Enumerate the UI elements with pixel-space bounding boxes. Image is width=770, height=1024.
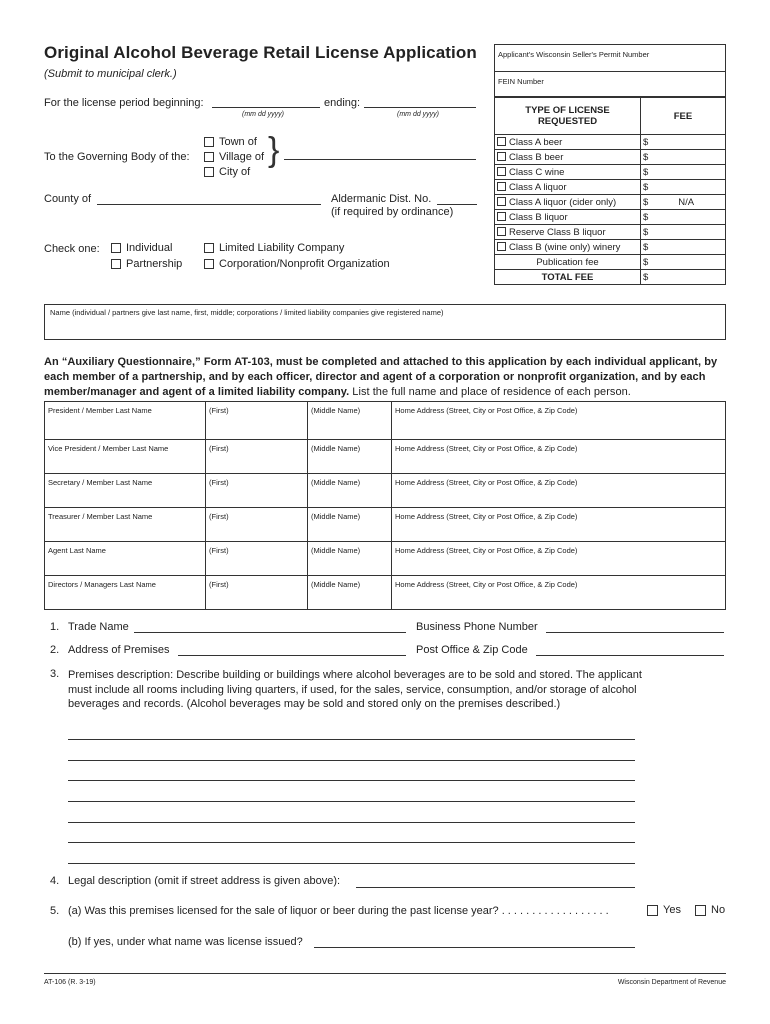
officer-middle-cell[interactable] [308, 576, 392, 610]
city-option[interactable] [204, 166, 250, 178]
corporation-label: Corporation/Nonprofit Organization [219, 258, 390, 270]
officer-row-label: Vice President / Member Last Name [48, 444, 169, 453]
city-label: City of [219, 166, 251, 178]
officer-last-name-cell[interactable] [45, 402, 206, 440]
premises-description-line[interactable] [68, 801, 635, 802]
form-number: AT-106 (R. 3-19) [44, 979, 96, 986]
fee-field[interactable]: $ [643, 226, 649, 238]
license-row[interactable] [495, 225, 726, 240]
first-label: (First) [209, 512, 229, 521]
individual-option[interactable] [111, 242, 172, 254]
ending-date-hint: (mm dd yyyy) [397, 111, 439, 118]
officer-address-cell[interactable] [392, 402, 726, 440]
license-label: Reserve Class B liquor [509, 226, 606, 238]
first-label: (First) [209, 580, 229, 589]
sellers-permit-label: Applicant's Wisconsin Seller's Permit Number [498, 50, 650, 59]
license-label: Class A liquor [509, 181, 567, 193]
governing-body-label: To the Governing Body of the: [44, 151, 190, 163]
officer-middle-cell[interactable] [308, 542, 392, 576]
fee-field[interactable]: $ [643, 151, 649, 163]
applicant-name-box[interactable] [44, 304, 726, 340]
license-row[interactable] [495, 135, 726, 150]
fee-field[interactable]: $ [643, 136, 649, 148]
village-checkbox[interactable] [204, 152, 214, 162]
publication-fee-field[interactable]: $ [643, 256, 649, 268]
premises-description-line[interactable] [68, 863, 635, 864]
officer-middle-cell[interactable] [308, 402, 392, 440]
fein-label: FEIN Number [498, 77, 544, 86]
license-checkbox[interactable] [497, 152, 506, 161]
no-option[interactable] [695, 904, 725, 916]
license-label: Class A beer [509, 136, 563, 148]
partnership-option[interactable] [111, 258, 182, 270]
applicant-name-label: Name (individual / partners give last name, first, middle; corporations / limited liability companies give registered name) [50, 308, 444, 317]
no-checkbox[interactable] [695, 905, 706, 916]
municipality-field[interactable] [284, 159, 476, 160]
middle-label: (Middle Name) [311, 478, 361, 487]
trade-name-field[interactable] [134, 632, 406, 633]
corporation-checkbox[interactable] [204, 259, 214, 269]
fee-field[interactable]: $ [643, 181, 649, 193]
premises-address-field[interactable] [178, 655, 406, 656]
llc-label: Limited Liability Company [219, 242, 345, 254]
middle-label: (Middle Name) [311, 444, 361, 453]
license-row[interactable] [495, 210, 726, 225]
license-name-field[interactable] [314, 947, 635, 948]
fee-field: $ [643, 196, 649, 208]
license-label: Class A liquor (cider only) [509, 196, 617, 208]
legal-description-label: Legal description (omit if street address is given above): [68, 875, 341, 887]
auxiliary-normal-text: List the full name and place of residence of each person. [352, 386, 631, 398]
yes-label: Yes [663, 904, 681, 916]
q3-number: 3. [50, 668, 60, 680]
total-fee-row [495, 270, 726, 285]
post-office-label: Post Office & Zip Code [416, 644, 528, 656]
middle-label: (Middle Name) [311, 512, 361, 521]
officer-first-cell[interactable] [206, 576, 308, 610]
address-label: Home Address (Street, City or Post Office, & Zip Code) [395, 478, 578, 487]
license-type-header: TYPE OF LICENSE REQUESTED [495, 98, 641, 135]
period-beginning-field[interactable] [212, 107, 320, 108]
license-type-table [494, 97, 726, 285]
first-label: (First) [209, 478, 229, 487]
officer-last-name-cell[interactable] [45, 576, 206, 610]
corporation-option[interactable] [204, 258, 390, 270]
officer-first-cell[interactable] [206, 474, 308, 508]
officer-first-cell[interactable] [206, 402, 308, 440]
fee-header: FEE [641, 98, 726, 135]
address-label: Home Address (Street, City or Post Office, & Zip Code) [395, 580, 578, 589]
partnership-label: Partnership [126, 258, 183, 270]
check-one-label: Check one: [44, 243, 100, 255]
officer-row-label: Agent Last Name [48, 546, 106, 555]
license-row[interactable] [495, 195, 726, 210]
license-checkbox[interactable] [497, 197, 506, 206]
address-label: Home Address (Street, City or Post Office, & Zip Code) [395, 406, 578, 415]
first-label: (First) [209, 444, 229, 453]
aldermanic-field[interactable] [437, 204, 477, 205]
license-checkbox[interactable] [497, 212, 506, 221]
premises-description-line[interactable] [68, 842, 635, 843]
county-field[interactable] [97, 204, 321, 205]
aldermanic-note: (if required by ordinance) [331, 206, 454, 218]
officer-address-cell[interactable] [392, 474, 726, 508]
publication-fee-label: Publication fee [536, 256, 599, 268]
sellers-permit-box[interactable] [494, 44, 726, 97]
llc-checkbox[interactable] [204, 243, 214, 253]
license-row[interactable] [495, 150, 726, 165]
officer-row [45, 542, 726, 576]
county-label: County of [44, 193, 92, 205]
period-beginning-label: For the license period beginning: [44, 97, 204, 109]
q1-number: 1. [50, 621, 60, 633]
license-label: Class B liquor [509, 211, 568, 223]
officer-row [45, 402, 726, 440]
license-checkbox[interactable] [497, 137, 506, 146]
no-label: No [711, 904, 726, 916]
village-label: Village of [219, 151, 265, 163]
premises-description-line[interactable] [68, 739, 635, 740]
footer-divider [44, 973, 726, 974]
post-office-field[interactable] [536, 655, 724, 656]
form-subtitle: (Submit to municipal clerk.) [44, 68, 177, 80]
license-row[interactable] [495, 165, 726, 180]
premises-address-label: Address of Premises [68, 644, 170, 656]
officer-last-name-cell[interactable] [45, 440, 206, 474]
q4-number: 4. [50, 875, 60, 887]
premises-description-text: Premises description: Describe building or buildings where alcohol beverages are to be sold and stored. The applicant must include all rooms including living quarters, if used, for the sales, service, consumption, and/or storage of alcohol beverages and records. (Alcohol beverages may be sold and stored only on the premises described.) [68, 669, 642, 710]
auxiliary-bold-text: An “Auxiliary Questionnaire,” Form AT-103, must be completed and attached to this application by each individual applicant, by each member of a partnership, and by each officer, director and agent of a corporation or nonprofit organization, and by each member/manager and agent of a limited liability company. [44, 356, 718, 398]
middle-label: (Middle Name) [311, 406, 361, 415]
officer-row [45, 508, 726, 542]
legal-description-field[interactable] [356, 887, 635, 888]
premises-description-line[interactable] [68, 760, 635, 761]
license-checkbox[interactable] [497, 182, 506, 191]
officer-row [45, 440, 726, 474]
auxiliary-paragraph [44, 355, 728, 400]
yes-checkbox[interactable] [647, 905, 658, 916]
middle-label: (Middle Name) [311, 546, 361, 555]
address-label: Home Address (Street, City or Post Office, & Zip Code) [395, 546, 578, 555]
premises-description-line[interactable] [68, 780, 635, 781]
officer-first-cell[interactable] [206, 440, 308, 474]
village-option[interactable] [204, 151, 264, 163]
fee-field[interactable]: $ [643, 211, 649, 223]
town-label: Town of [219, 136, 257, 148]
officer-row [45, 474, 726, 508]
aldermanic-label: Aldermanic Dist. No. [331, 193, 432, 205]
beginning-date-hint: (mm dd yyyy) [242, 111, 284, 118]
period-ending-label: ending: [324, 97, 361, 109]
license-checkbox[interactable] [497, 227, 506, 236]
officer-middle-cell[interactable] [308, 508, 392, 542]
license-label: Class C wine [509, 166, 565, 178]
q5-number: 5. [50, 905, 60, 917]
first-label: (First) [209, 546, 229, 555]
trade-name-label: Trade Name [68, 621, 129, 633]
officer-last-name-cell[interactable] [45, 508, 206, 542]
officer-row-label: Treasurer / Member Last Name [48, 512, 153, 521]
form-title: Original Alcohol Beverage Retail License Application [44, 43, 477, 62]
officer-first-cell[interactable] [206, 508, 308, 542]
city-checkbox[interactable] [204, 167, 214, 177]
license-name-label: (b) If yes, under what name was license issued? [68, 936, 303, 948]
officer-last-name-cell[interactable] [45, 474, 206, 508]
officer-row [45, 576, 726, 610]
officer-middle-cell[interactable] [308, 474, 392, 508]
premises-description-line[interactable] [68, 822, 635, 823]
total-fee-label: TOTAL FEE [541, 271, 594, 283]
publication-fee-row [495, 255, 726, 270]
license-row[interactable] [495, 240, 726, 255]
period-ending-field[interactable] [364, 107, 476, 108]
individual-label: Individual [126, 242, 173, 254]
license-checkbox[interactable] [497, 167, 506, 176]
previously-licensed-question: (a) Was this premises licensed for the sale of liquor or beer during the past license year? . . . . . . . . . . . . . . . . . . [68, 905, 609, 917]
business-phone-label: Business Phone Number [416, 621, 538, 633]
license-label: Class B (wine only) winery [509, 241, 621, 253]
town-option[interactable] [204, 136, 257, 148]
officer-row-label: Directors / Managers Last Name [48, 580, 156, 589]
officer-address-cell[interactable] [392, 508, 726, 542]
na-note: N/A [678, 196, 695, 208]
fee-field[interactable]: $ [643, 241, 649, 253]
officer-row-label: President / Member Last Name [48, 406, 152, 415]
license-row[interactable] [495, 180, 726, 195]
officer-row-label: Secretary / Member Last Name [48, 478, 153, 487]
officer-last-name-cell[interactable] [45, 542, 206, 576]
brace-icon: } [268, 131, 280, 169]
first-label: (First) [209, 406, 229, 415]
officer-address-cell[interactable] [392, 576, 726, 610]
officer-first-cell[interactable] [206, 542, 308, 576]
address-label: Home Address (Street, City or Post Office, & Zip Code) [395, 444, 578, 453]
individual-checkbox[interactable] [111, 243, 121, 253]
yes-option[interactable] [647, 904, 681, 916]
q2-number: 2. [50, 644, 60, 656]
license-checkbox[interactable] [497, 242, 506, 251]
officer-address-cell[interactable] [392, 542, 726, 576]
officers-table [44, 401, 726, 610]
license-label: Class B beer [509, 151, 564, 163]
partnership-checkbox[interactable] [111, 259, 121, 269]
total-fee-field[interactable]: $ [643, 271, 649, 283]
fee-field[interactable]: $ [643, 166, 649, 178]
middle-label: (Middle Name) [311, 580, 361, 589]
department-name: Wisconsin Department of Revenue [617, 979, 726, 986]
llc-option[interactable] [204, 242, 344, 254]
business-phone-field[interactable] [546, 632, 724, 633]
officer-address-cell[interactable] [392, 440, 726, 474]
town-checkbox[interactable] [204, 137, 214, 147]
officer-middle-cell[interactable] [308, 440, 392, 474]
address-label: Home Address (Street, City or Post Office, & Zip Code) [395, 512, 578, 521]
